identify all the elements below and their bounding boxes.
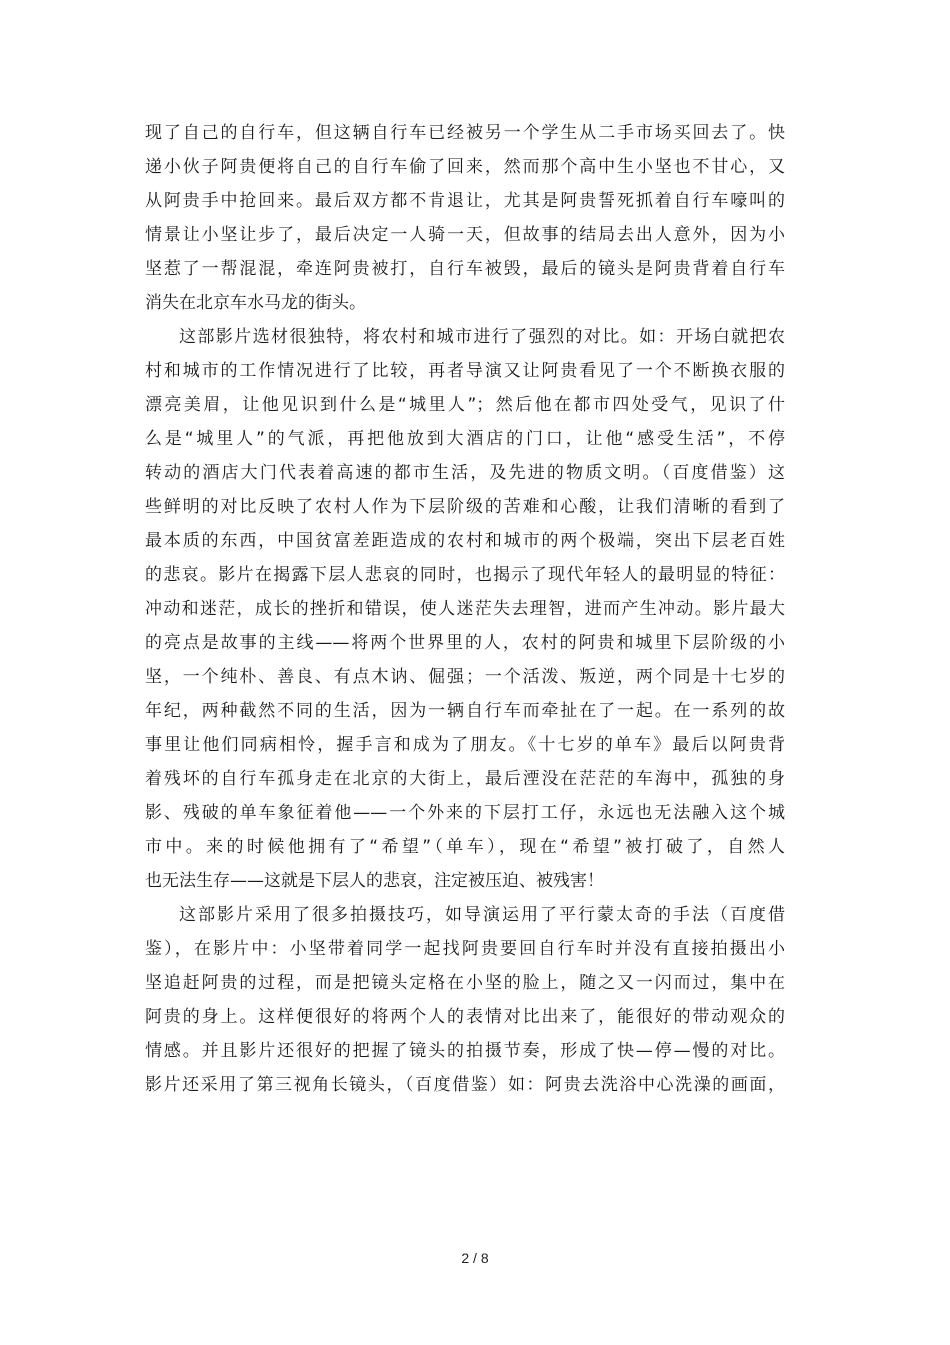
- text-line: 这部影片选材很独特，将农村和城市进行了强烈的对比。如：开场白就把农: [179, 327, 785, 347]
- text-line: 递小伙子阿贵便将自己的自行车偷了回来，然而那个高中生小坚也不甘心，又: [145, 157, 785, 177]
- text-line: 也无法生存——这就是下层人的悲哀，注定被压迫、被残害！: [145, 871, 604, 891]
- text-line: 年纪，两种截然不同的生活，因为一辆自行车而牵扯在了一起。在一系列的故: [145, 701, 785, 721]
- text-line: 情感。并且影片还很好的把握了镜头的拍摄节奏，形成了快—停—慢的对比。: [145, 1041, 785, 1061]
- paragraph: [145, 116, 785, 320]
- text-line: 事里让他们同病相怜，握手言和成为了朋友。《十七岁的单车》最后以阿贵背: [145, 735, 785, 755]
- text-line: 些鲜明的对比反映了农村人作为下层阶级的苦难和心酸，让我们清晰的看到了: [145, 497, 785, 517]
- text-line: 鉴），在影片中：小坚带着同学一起找阿贵要回自行车时并没有直接拍摄出小: [145, 939, 785, 959]
- text-line: 影、残破的单车象征着他——一个外来的下层打工仔，永远也无法融入这个城: [145, 803, 785, 823]
- text-line: 转动的酒店大门代表着高速的都市生活，及先进的物质文明。（百度借鉴）这: [145, 463, 785, 483]
- text-line: 这部影片采用了很多拍摄技巧，如导演运用了平行蒙太奇的手法（百度借: [179, 905, 785, 925]
- text-line: 情景让小坚让步了，最后决定一人骑一天，但故事的结局去出人意外，因为小: [145, 225, 785, 245]
- text-line: 冲动和迷茫，成长的挫折和错误，使人迷茫失去理智，进而产生冲动。影片最大: [145, 599, 785, 619]
- body-text: [145, 116, 785, 1102]
- text-line: 最本质的东西，中国贫富差距造成的农村和城市的两个极端，突出下层老百姓: [145, 531, 785, 551]
- text-line: 影片还采用了第三视角长镜头，（百度借鉴）如：阿贵去洗浴中心洗澡的画面，: [145, 1075, 785, 1095]
- text-line: 着残坏的自行车孤身走在北京的大街上，最后湮没在茫茫的车海中，孤独的身: [145, 769, 785, 789]
- text-line: 市中。来的时候他拥有了“希望”（单车），现在“希望”被打破了，自然人: [145, 837, 785, 857]
- text-line: 消失在北京车水马龙的街头。: [145, 293, 366, 313]
- text-line: 漂亮美眉，让他见识到什么是“城里人”；然后他在都市四处受气，见识了什: [145, 395, 785, 415]
- text-line: 的悲哀。影片在揭露下层人悲哀的同时，也揭示了现代年轻人的最明显的特征：: [145, 565, 785, 585]
- text-line: 阿贵的身上。这样便很好的将两个人的表情对比出来了，能很好的带动观众的: [145, 1007, 785, 1027]
- text-line: 么是“城里人”的气派，再把他放到大酒店的门口，让他“感受生活”，不停: [145, 429, 785, 449]
- page-number: 2 / 8: [461, 1250, 489, 1266]
- text-line: 村和城市的工作情况进行了比较，再者导演又让阿贵看见了一个不断换衣服的: [145, 361, 785, 381]
- text-line: 坚追赶阿贵的过程，而是把镜头定格在小坚的脸上，随之又一闪而过，集中在: [145, 973, 785, 993]
- text-line: 坚惹了一帮混混，牵连阿贵被打，自行车被毁，最后的镜头是阿贵背着自行车: [145, 259, 785, 279]
- text-line: 坚，一个纯朴、善良、有点木讷、倔强；一个活泼、叛逆，两个同是十七岁的: [145, 667, 785, 687]
- text-line: 从阿贵手中抢回来。最后双方都不肯退让，尤其是阿贵誓死抓着自行车嚎叫的: [145, 191, 785, 211]
- text-line: 现了自己的自行车，但这辆自行车已经被另一个学生从二手市场买回去了。快: [145, 123, 785, 143]
- paragraph: [145, 898, 785, 1102]
- paragraph: [145, 320, 785, 898]
- text-line: 的亮点是故事的主线——将两个世界里的人，农村的阿贵和城里下层阶级的小: [145, 633, 785, 653]
